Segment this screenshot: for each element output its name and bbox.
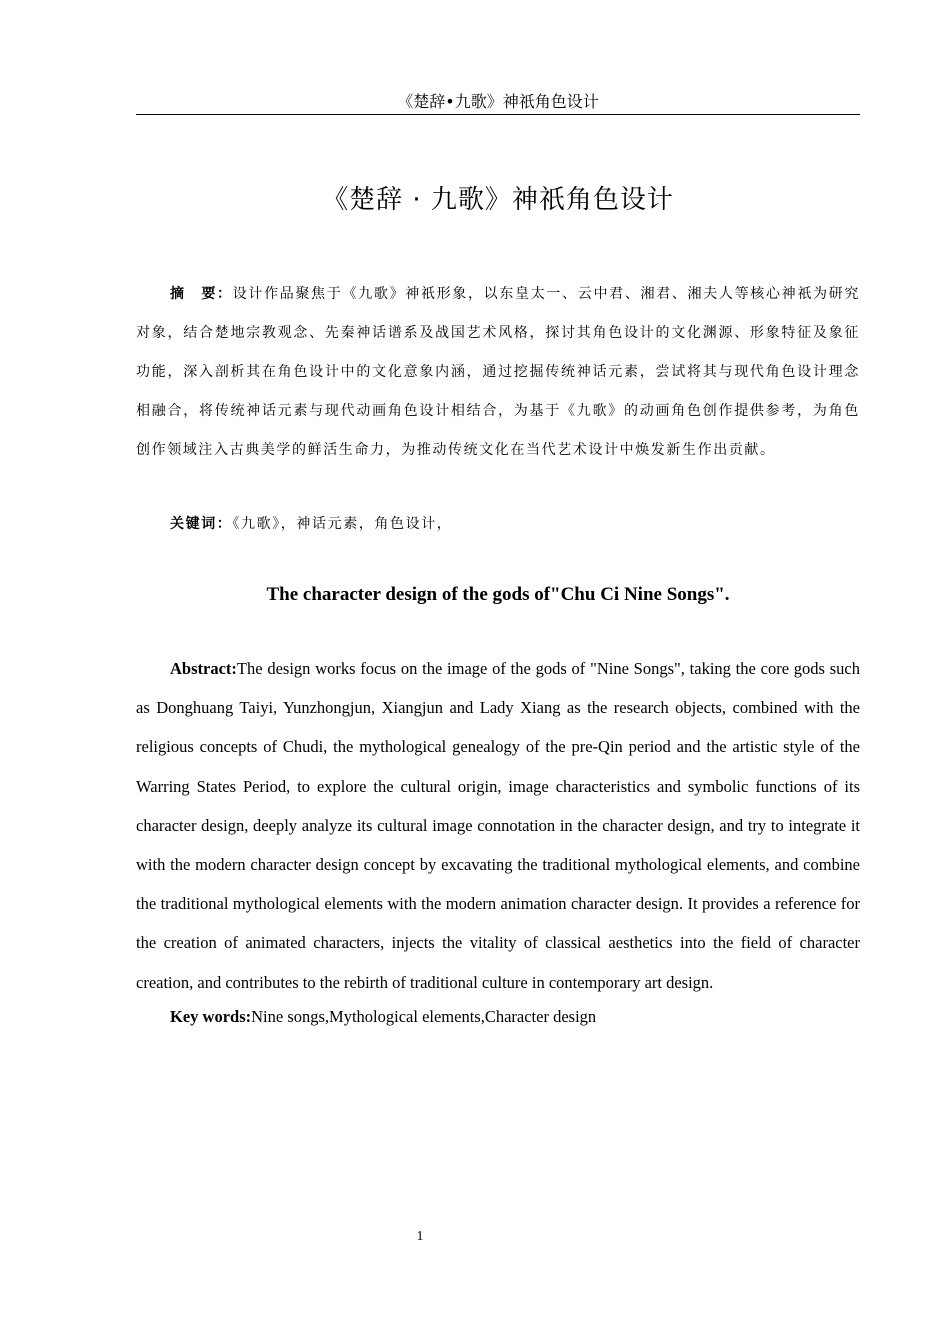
header-rule <box>136 114 860 115</box>
page-title: 《楚辞 · 九歌》神祇角色设计 <box>322 185 674 215</box>
english-title: The character design of the gods of"Chu Ci Nine Songs". <box>266 584 730 605</box>
english-keywords <box>136 1002 860 1032</box>
english-abstract-label: Abstract: <box>170 659 237 678</box>
chinese-abstract-text: 设计作品聚焦于《九歌》神祇形象，以东皇太一、云中君、湘君、湘夫人等核心神祇为研究对象，结合楚地宗教观念、先秦神话谱系及战国艺术风格，探讨其角色设计的文化渊源、形象特征及象征功能，深入剖析其在角色设计中的文化意象内涵，通过挖掘传统神话元素，尝试将其与现代角色设计理念相融合，将传统神话元素与现代动画角色设计相结合，为基于《九歌》的动画角色创作提供参考，为角色创作领域注入古典美学的鲜活生命力，为推动传统文化在当代艺术设计中焕发新生作出贡献。 <box>136 286 860 458</box>
chinese-abstract <box>136 275 860 470</box>
english-keywords-text: Nine songs,Mythological elements,Character design <box>251 1007 597 1026</box>
english-abstract-text: The design works focus on the image of the gods of "Nine Songs", taking the core gods such as Donghuang Taiyi, Yunzhongjun, Xiangjun and Lady Xiang as the research objects, combined with the religious concepts of Chudi, the mythological genealogy of the pre-Qin period and the artistic style of the Warring States Period, to explore the cultural origin, image characteristics and symbolic functions of its character design, deeply analyze its cultural image connotation in the character design, and try to integrate it with the modern character design concept by excavating the traditional mythological elements, and combine the traditional mythological elements with the modern animation character design. It provides a reference for the creation of animated characters, injects the vitality of classical aesthetics into the field of character creation, and contributes to the rebirth of traditional culture in contemporary art design. <box>136 659 860 992</box>
english-abstract <box>136 649 860 1002</box>
english-keywords-label: Key words: <box>170 1007 252 1026</box>
chinese-keywords-label: 关键词： <box>170 516 233 532</box>
page-number: 1 <box>416 1229 424 1244</box>
chinese-abstract-label: 摘 要： <box>170 286 233 302</box>
chinese-keywords-text: 《九歌》，神话元素，角色设计， <box>232 516 453 532</box>
chinese-keywords <box>136 509 860 539</box>
running-header: 《楚辞•九歌》神祇角色设计 <box>397 92 599 111</box>
